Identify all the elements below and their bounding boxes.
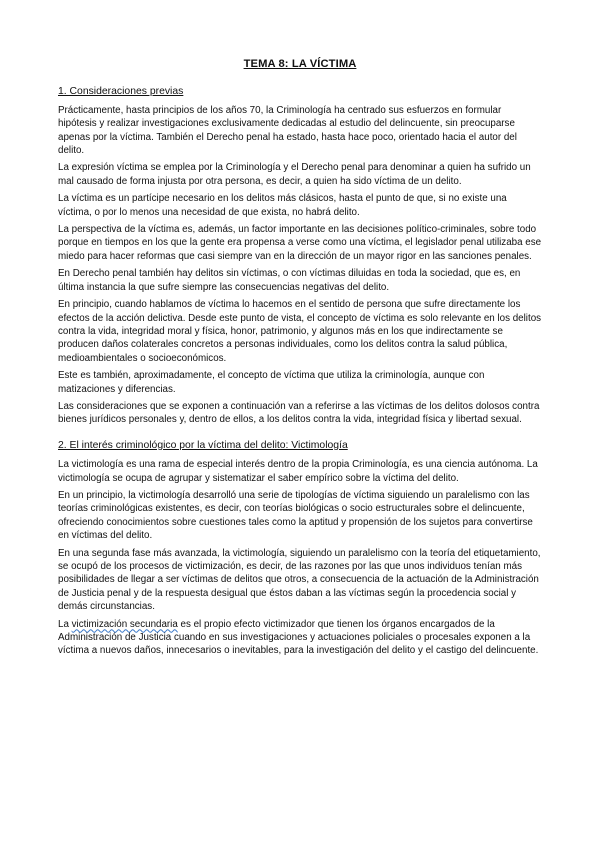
paragraph: Las consideraciones que se exponen a continuación van a referirse a las víctimas de los delitos dolosos contra bienes jurídicos personales y, dentro de ellos, a los delitos contra la vida, integridad física y libertad sexual. <box>58 400 540 426</box>
paragraph-rest: es el propio efecto victimizador que tienen los órganos encargados de la Administración de Justicia cuando en sus investigaciones y actuaciones policiales o procesales exponen a la víctima a nuevos daños, innecesarios o inevitables, para la investigación del delito y el castigo del delincuente. <box>58 618 539 657</box>
section-consideraciones <box>58 85 542 426</box>
page-title: TEMA 8: LA VÍCTIMA <box>243 58 357 70</box>
spellcheck-term: victimización secundaria <box>71 618 178 630</box>
paragraph: Prácticamente, hasta principios de los años 70, la Criminología ha centrado sus esfuerzos en formular hipótesis y realizar investigaciones exclusivamente dedicadas al estudio del delincuente, sin preocuparse apenas por la víctima. También el Derecho penal ha estado, hasta hace poco, orientado hacia el autor del delito. <box>58 104 517 157</box>
paragraph: La victimología es una rama de especial interés dentro de la propia Criminología, es una ciencia autónoma. La victimología se ocupa de agrupar y sistematizar el saber empírico sobre la víctima del delito. <box>58 459 538 484</box>
paragraph: La expresión víctima se emplea por la Criminología y el Derecho penal para denominar a quien ha sufrido un mal causado de forma injusta por otra persona, es decir, a quien ha sido víctima de un delito. <box>58 162 531 187</box>
paragraph: En un principio, la victimología desarrolló una serie de tipologías de víctima siguiendo un paralelismo con las teorías criminológicas existentes, es decir, con teorías biológicas o socio estructurales sobre el delincuente, ofreciendo conocimientos sobre cuestiones tales como la aptitud y propensión de los sujetos para convertirse en víctimas del delito. <box>58 489 533 542</box>
section-heading: 2. El interés criminológico por la víctima del delito: Victimología <box>58 439 348 451</box>
paragraph: En una segunda fase más avanzada, la victimología, siguiendo un paralelismo con la teoría del etiquetamiento, se ocupó de los procesos de victimización, es decir, de las razones por las que unos individuos tenían más posibilidades de llegar a ser víctimas de delitos que otros, a consecuencia de la actuación de la Administración de Justicia penal y de la respuesta desigual que éstos daban a las víctimas según la procedencia social y demás circunstancias. <box>58 547 541 613</box>
section-heading: 1. Consideraciones previas <box>58 86 184 98</box>
paragraph: La víctima es un partícipe necesario en los delitos más clásicos, hasta el punto de que, si no existe una víctima, o por lo menos una necesidad de que exista, no habrá delito. <box>58 193 507 218</box>
section-victimologia <box>58 439 542 658</box>
paragraph <box>58 618 542 658</box>
paragraph: Este es también, aproximadamente, el concepto de víctima que utiliza la criminología, aunque con matizaciones y diferencias. <box>58 370 485 395</box>
paragraph: En Derecho penal también hay delitos sin víctimas, o con víctimas diluidas en toda la sociedad, que es, en última instancia la que sufre siempre las consecuencias negativas del delito. <box>58 268 521 293</box>
paragraph-lead: La <box>58 618 72 630</box>
paragraph: En principio, cuando hablamos de víctima lo hacemos en el sentido de persona que sufre directamente los efectos de la acción delictiva. Desde este punto de vista, el concepto de víctima es solo relevante en los delitos contra la vida, integridad moral y física, honor, patrimonio, y algunos más en los que indirectamente se producen daños colaterales concretos a personas individuales, como los delitos contra la salud pública, medioambientales o socioeconómicos. <box>58 299 542 364</box>
paragraph: La perspectiva de la víctima es, además, un factor importante en las decisiones político-criminales, sobre todo porque en tiempos en los que la gente era propensa a verse como una víctima, el legislador penal utilizaba ese miedo para hacer reformas que casi siempre van en la dirección de un mayor rigor en las sanciones penales. <box>58 224 542 262</box>
